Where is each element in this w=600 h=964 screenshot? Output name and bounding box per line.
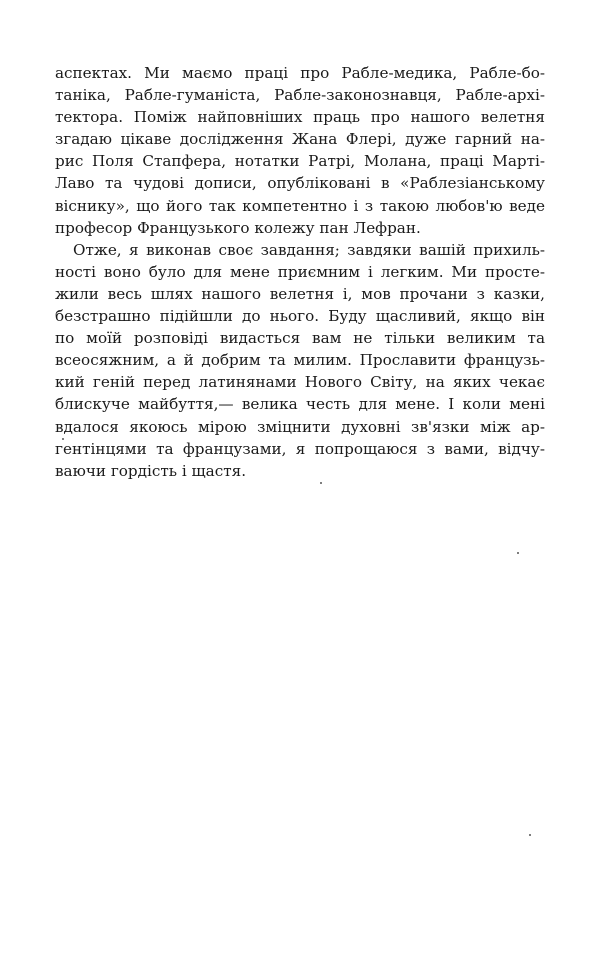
- text-line: блискуче майбуття,— велика честь для мене. І коли мені: [55, 395, 545, 414]
- page-text: [55, 62, 545, 482]
- text-line: Лаво та чудові дописи, опубліковані в «Раблезіанському: [55, 174, 545, 193]
- text-line: по моїй розповіді видасться вам не тільки великим та: [55, 329, 545, 348]
- scan-speck: [517, 552, 519, 554]
- paragraph-1: [55, 62, 545, 239]
- text-line: таніка, Рабле-гуманіста, Рабле-законознавця, Рабле-архі-: [55, 86, 545, 105]
- text-line: віснику», що його так компетентно і з такою любов'ю веде: [55, 196, 545, 215]
- text-line: рис Поля Стапфера, нотатки Ратрі, Молана, праці Марті-: [55, 152, 545, 171]
- text-line: безстрашно підійшли до нього. Буду щасливий, якщо він: [55, 307, 545, 326]
- text-line: ності воно було для мене приємним і легким. Ми простe-: [55, 262, 545, 281]
- text-line: тектора. Поміж найповніших праць про нашого велетня: [55, 108, 545, 127]
- text-line: професор Французького колежу пан Лефран.: [55, 218, 421, 237]
- text-line: Отже, я виконав своє завдання; завдяки вашій прихиль-: [73, 240, 545, 259]
- scan-speck: [529, 834, 531, 836]
- scan-speck: [320, 482, 322, 484]
- text-line: вдалося якоюсь мірою зміцнити духовні зв'язки між ар-: [55, 417, 545, 436]
- text-line: всеосяжним, а й добрим та милим. Прославити французь-: [55, 351, 545, 370]
- text-line: ваючи гордість і щастя.: [55, 461, 247, 480]
- text-line: згадаю цікаве дослідження Жана Флері, дуже гарний на-: [55, 130, 545, 149]
- text-line: аспектах. Ми маємо праці про Рабле-медика, Рабле-бо-: [55, 64, 545, 82]
- paragraph-2: [55, 239, 545, 482]
- text-line: гентінцями та французами, я попрощаюся з вами, відчу-: [55, 439, 545, 458]
- scan-speck: [62, 438, 64, 440]
- text-line: жили весь шлях нашого велетня і, мов прочани з казки,: [55, 284, 545, 303]
- text-line: кий геній перед латинянами Нового Світу, на яких чекає: [55, 373, 545, 392]
